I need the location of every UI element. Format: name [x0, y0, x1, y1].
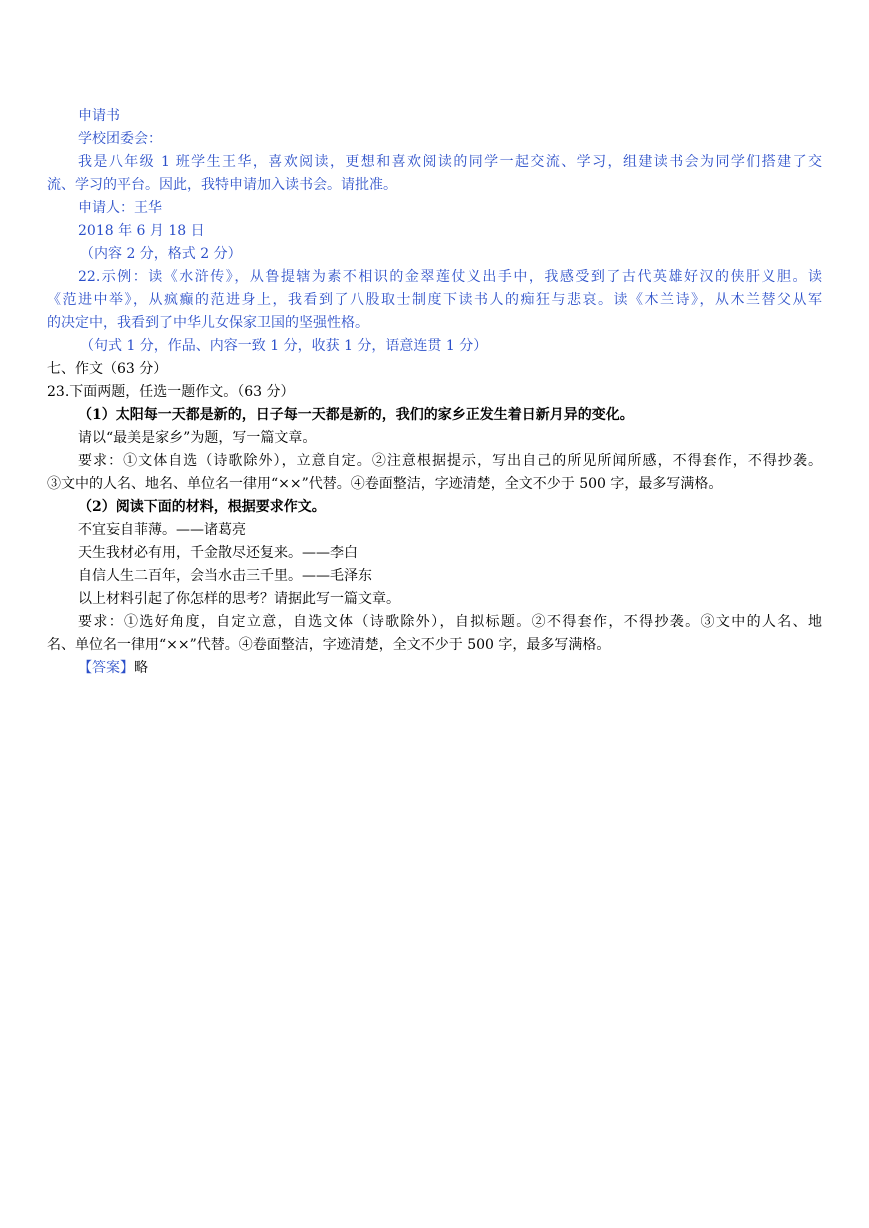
quote-zhuge-liang: 不宜妄自菲薄。——诸葛亮 [78, 522, 246, 538]
prompt-2-requirements-line-2: 名、单位名一律用“××”代替。④卷面整洁，字迹清楚，全文不少于 500 字，最多写满格。 [47, 637, 611, 653]
scoring-note-21: （内容 2 分，格式 2 分） [80, 246, 242, 262]
scoring-note-22: （句式 1 分，作品、内容一致 1 分，收获 1 分，语意连贯 1 分） [80, 338, 488, 354]
answer-22-line-3: 的决定中，我看到了中华儿女保家卫国的坚强性格。 [47, 315, 369, 331]
letter-body-line-2: 流、学习的平台。因此，我特申请加入读书会。请批准。 [47, 177, 397, 193]
prompt-2-heading: （2）阅读下面的材料，根据要求作文。 [78, 499, 326, 515]
question-23-heading: 23.下面两题，任选一题作文。（63 分） [47, 384, 295, 400]
quote-mao-zedong: 自信人生二百年，会当水击三千里。——毛泽东 [78, 568, 372, 584]
quote-li-bai: 天生我材必有用，千金散尽还复来。——李白 [78, 545, 358, 561]
answer-22-line-1: 22.示例：读《水浒传》，从鲁提辖为素不相识的金翠莲仗义出手中，我感受到了古代英雄好汉的侠肝义胆。读 [78, 269, 822, 285]
prompt-1-task: 请以“最美是家乡”为题，写一篇文章。 [78, 430, 317, 446]
prompt-1-heading: （1）太阳每一天都是新的，日子每一天都是新的，我们的家乡正发生着日新月异的变化。 [78, 407, 634, 423]
letter-salutation: 学校团委会： [78, 131, 162, 147]
answer-22-line-2: 《范进中举》，从疯癫的范进身上，我看到了八股取士制度下读书人的痴狂与悲哀。读《木兰诗》，从木兰替父从军 [47, 292, 822, 308]
prompt-2-task: 以上材料引起了你怎样的思考？请据此写一篇文章。 [78, 591, 400, 607]
letter-date: 2018 年 6 月 18 日 [78, 223, 205, 239]
answer-text: 略 [134, 660, 148, 676]
prompt-1-requirements-line-1: 要求：①文体自选（诗歌除外），立意自定。②注意根据提示，写出自己的所见所闻所感，不得套作，不得抄袭。 [78, 453, 822, 469]
letter-title: 申请书 [78, 108, 120, 124]
prompt-2-requirements-line-1: 要求：①选好角度，自定立意，自选文体（诗歌除外），自拟标题。②不得套作，不得抄袭。③文中的人名、地 [78, 614, 822, 630]
prompt-1-requirements-line-2: ③文中的人名、地名、单位名一律用“××”代替。④卷面整洁，字迹清楚，全文不少于 500 字，最多写满格。 [47, 476, 723, 492]
letter-signature: 申请人：王华 [78, 200, 162, 216]
answer-line [78, 657, 822, 680]
section-heading-composition: 七、作文（63 分） [47, 361, 168, 377]
answer-label: 【答案】 [78, 660, 134, 676]
letter-body-line-1: 我是八年级 1 班学生王华，喜欢阅读，更想和喜欢阅读的同学一起交流、学习，组建读书会为同学们搭建了交 [78, 154, 822, 170]
